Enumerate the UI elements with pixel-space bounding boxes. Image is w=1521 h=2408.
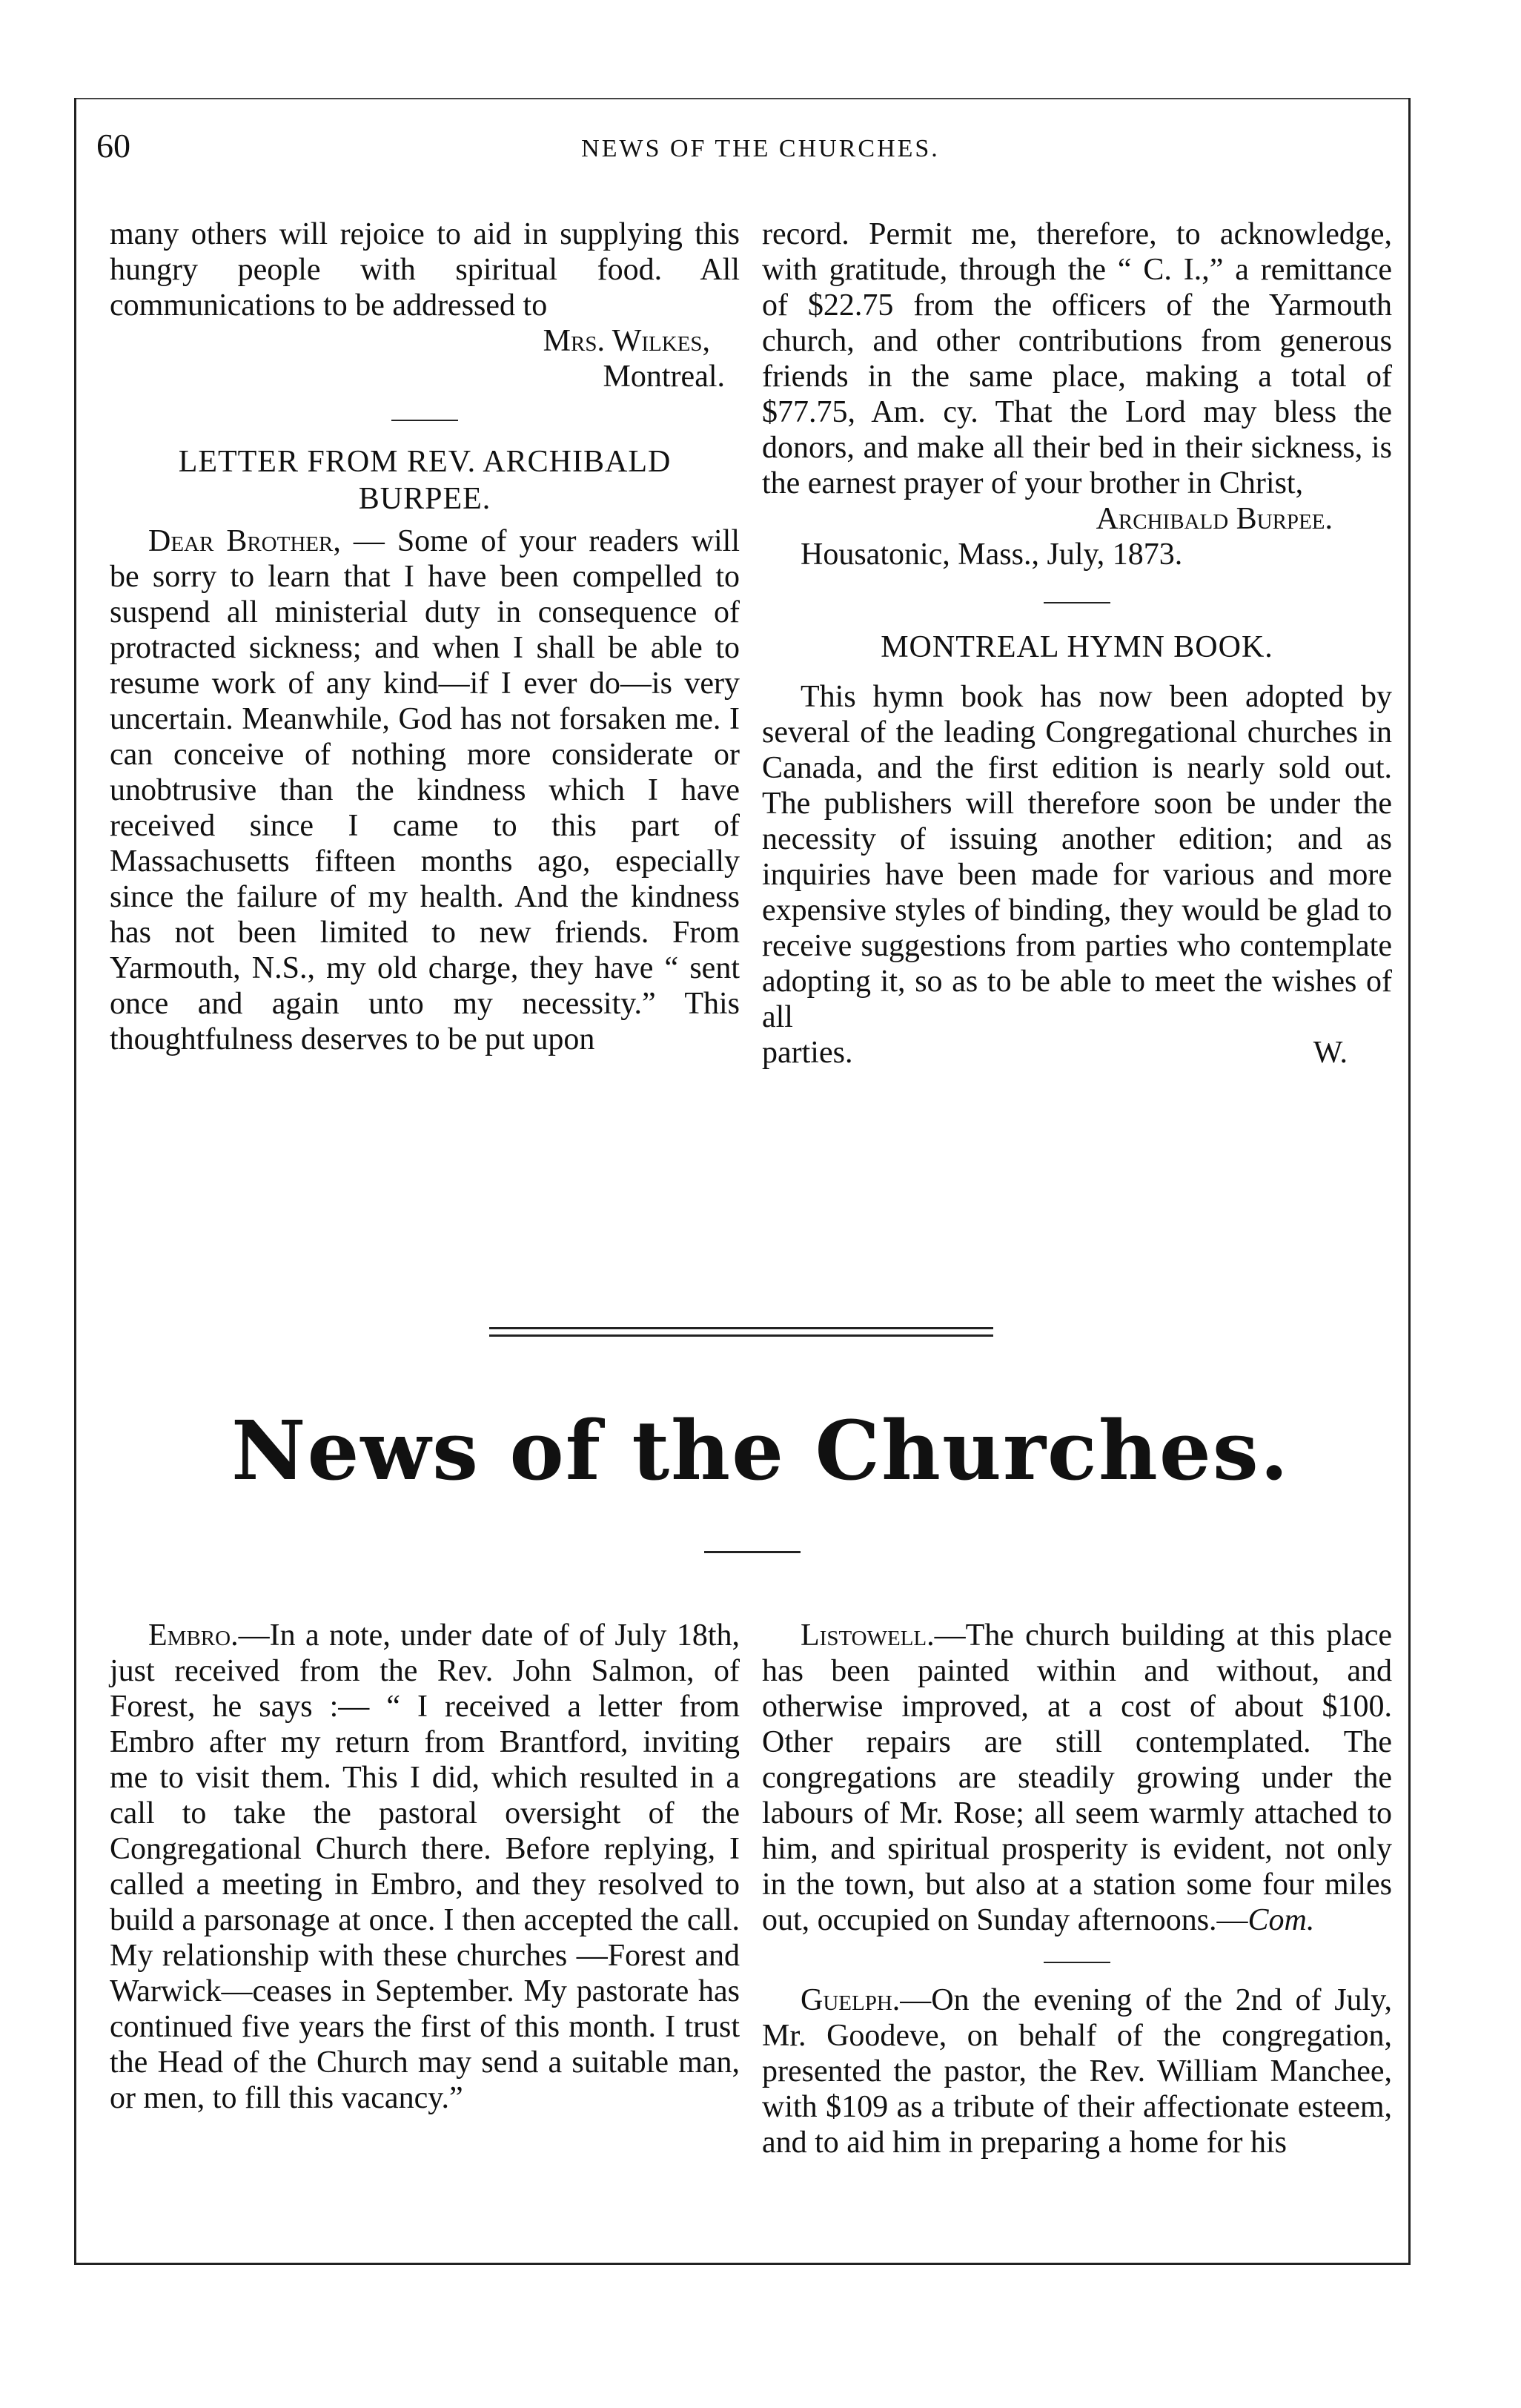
appeal-signature-place: Montreal. (603, 360, 725, 394)
section-double-rule-bottom (489, 1334, 993, 1337)
listowell-lead: Listowell. (801, 1618, 935, 1653)
letter-salutation: Dear Brother, (148, 524, 341, 558)
appeal-signature-name (110, 323, 740, 359)
letter-continuation: record. Permit me, therefore, to acknowledge, with gratitude, through the “ C. I.,” a remittance of $22.75 from the officers of the Yarmouth church, and other contributions from generous friends in the same place, making a total of $77.75, Am. cy. That the Lord may bless the donors, and make all their bed in their sickness, is the earnest prayer of your brother in Christ, (762, 217, 1392, 500)
separator-rule (1044, 1962, 1110, 1963)
section-double-rule-top (489, 1327, 993, 1329)
hymn-book-heading: MONTREAL HYMN BOOK. (881, 630, 1273, 664)
column-top-right (762, 216, 1392, 1071)
frame-bottom-rule (74, 2263, 1411, 2265)
guelph-lead: Guelph. (801, 1983, 901, 2017)
guelph-item (762, 1982, 1392, 2160)
separator-rule (1044, 602, 1110, 603)
appeal-paragraph-end: many others will rejoice to aid in supplying this hungry people with spiritual food. All communications to be addressed to (110, 217, 740, 322)
letter-heading: LETTER FROM REV. ARCHIBALD BURPEE. (178, 445, 672, 516)
letter-body (110, 523, 740, 1057)
listowell-body: —The church building at this place has been painted within and without, and otherwise improved, at a cost of about $100. Other repairs are still contemplated. The congregations are steadily growing under the labours of Mr. Rose; all seem warmly attached to him, and spiritual prosperity is evident, not only in the town, but also at a station some four miles out, occupied on Sunday afternoons.— (762, 1618, 1392, 1937)
section-title-rule (704, 1551, 801, 1553)
letter-dateline: Housatonic, Mass., July, 1873. (801, 538, 1183, 572)
frame-right-rule (1408, 98, 1411, 2263)
running-head: NEWS OF THE CHURCHES. (581, 135, 940, 162)
listowell-item (762, 1618, 1392, 1938)
separator-rule (391, 420, 458, 421)
hymn-book-last-word: parties. (762, 1036, 853, 1070)
letter-signature (762, 501, 1392, 537)
embro-item (110, 1618, 740, 2116)
frame-top-rule (74, 98, 1411, 99)
letter-signature-text: Archibald Burpee. (1096, 502, 1333, 536)
embro-body: —In a note, under date of of July 18th, just received from the Rev. John Salmon, of Forest, he says :— “ I received a letter from Embro after my return from Brantford, inviting me to visit them. This I did, which resulted in a call to take the pastoral oversight of the Congregational Church there. Before replying, I called a meeting in Embro, and they resolved to build a parsonage at once. I then accepted the call. My relationship with these churches —Forest and Warwick—ceases in September. My pastorate has continued five years the first of this month. I trust the Head of the Church may send a suitable man, or men, to fill this vacancy.” (110, 1618, 740, 2115)
section-title: News of the Churches. (231, 1403, 1290, 1498)
hymn-book-body: This hymn book has now been adopted by several of the leading Congregational churches in Canada, and the first edition is nearly sold out. The publishers will therefore soon be under the necessity of issuing another edition; and as inquiries have been made for various and more expensive styles of binding, they would be glad to receive suggestions from parties who contemplate adopting it, so as to be able to meet the wishes of all (762, 680, 1392, 1034)
letter-body-text: — Some of your readers will be sorry to learn that I have been compelled to suspend all ministerial duty in consequence of protracted sickness; and when I shall be able to resume work of any kind—if I ever do—is very uncertain. Meanwhile, God has not forsaken me. I can conceive of nothing more considerate or unobtrusive than the kindness which I have received since I came to this part of Massachusetts fifteen months ago, especially since the failure of my health. And the kindness has not been limited to new friends. From Yarmouth, N.S., my old charge, they have “ sent once and again unto my necessity.” This thoughtfulness deserves to be put upon (110, 524, 740, 1056)
hymn-book-initial: W. (1313, 1036, 1348, 1070)
guelph-body: —On the evening of the 2nd of July, Mr. Goodeve, on behalf of the congregation, presented the pastor, the Rev. William Manchee, with $109 as a tribute of their affectionate esteem, and to aid him in preparing a home for his (762, 1983, 1392, 2160)
embro-lead: Embro. (148, 1618, 239, 1653)
page-number: 60 (96, 127, 130, 165)
column-bottom-left (110, 1618, 740, 2116)
appeal-signature-name-text: Mrs. Wilkes, (543, 324, 710, 358)
hymn-book-last-line (762, 1035, 1392, 1071)
frame-left-rule (74, 98, 76, 2263)
column-bottom-right (762, 1618, 1392, 2160)
column-top-left (110, 216, 740, 1057)
listowell-source: Com. (1247, 1903, 1315, 1937)
